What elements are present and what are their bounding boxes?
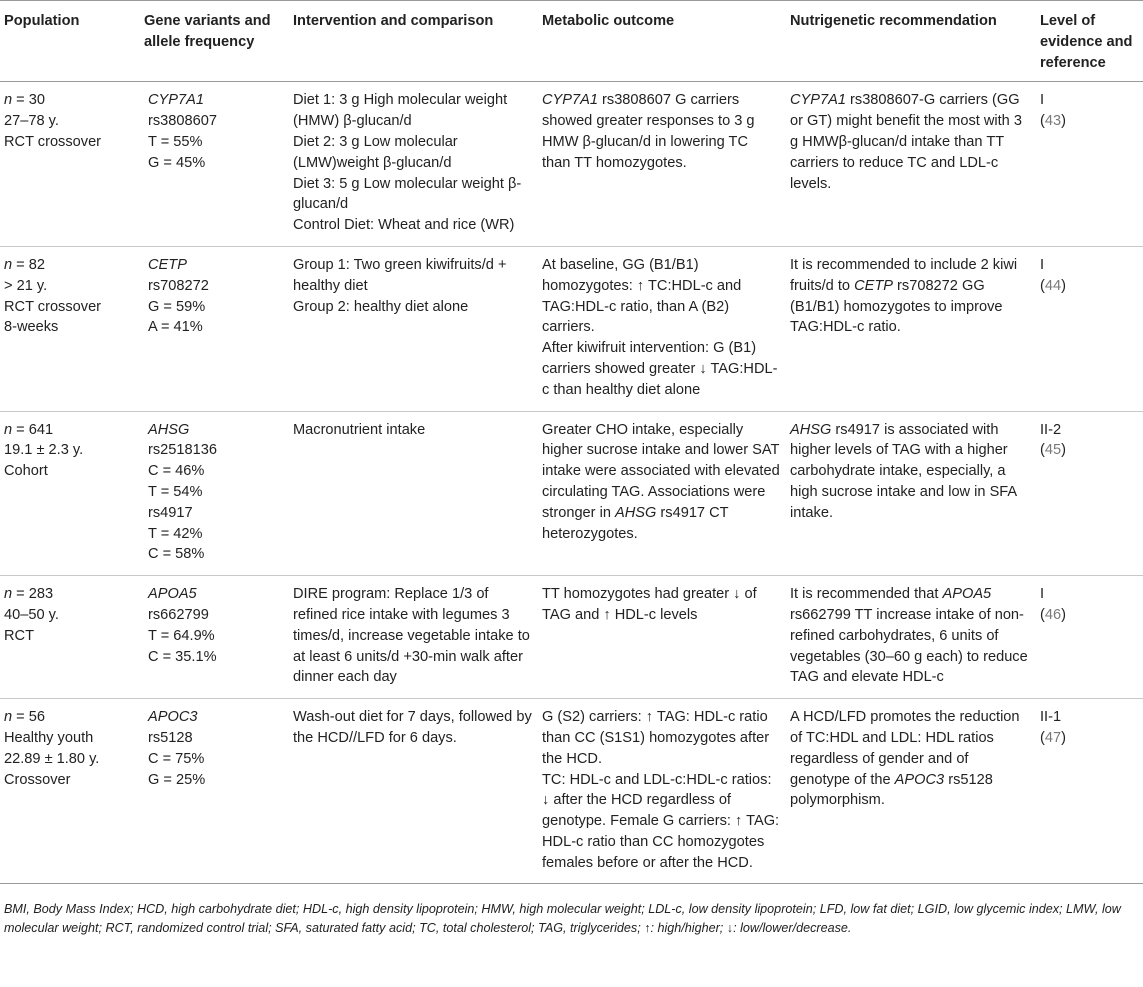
variant-line: rs662799	[148, 606, 209, 623]
variant-line: rs5128	[148, 729, 193, 746]
population-line: 27–78 y.	[4, 113, 59, 130]
reference-link[interactable]: (44)	[1040, 277, 1066, 294]
population-line: 22.89 ± 1.80 y.	[4, 750, 100, 767]
variant-line: C = 75%	[148, 750, 205, 767]
evidence-level: I	[1040, 92, 1045, 109]
evidence-level: I	[1040, 256, 1045, 273]
cell-metabolic-outcome: At baseline, GG (B1/B1) homozygotes: ↑ TC:HDL-c and TAG:HDL-c ratio, than A (B2) carriers. After kiwifruit intervention: G (B1) carriers showed greater ↓ TAG:HDL-c than healthy diet alone	[538, 246, 786, 411]
cell-recommendation: AHSG rs4917 is associated with higher levels of TAG with a higher carbohydrate intake, especially, a high sucrose intake and low in SFA intake.	[786, 411, 1036, 576]
variant-line: A = 41%	[148, 319, 203, 336]
reference-number[interactable]: 43	[1044, 113, 1062, 130]
header-recommendation: Nutrigenetic recommendation	[786, 1, 1036, 82]
variant-line: C = 58%	[148, 546, 205, 563]
variant-line: G = 25%	[148, 771, 206, 788]
population-line: RCT crossover	[4, 298, 102, 315]
header-population: Population	[0, 1, 140, 82]
reference-number[interactable]: 45	[1044, 442, 1062, 459]
variant-line: T = 64.9%	[148, 627, 215, 644]
cell-metabolic-outcome: G (S2) carriers: ↑ TAG: HDL-c ratio than CC (S1S1) homozygotes after the HCD. TC: HDL-c and LDL-c:HDL-c ratios: ↓ after the HCD regardless of genotype. Female G carriers: ↑ TAG: HDL-c ratio than CC homozygotes females before or after the HCD.	[538, 699, 786, 884]
cell-population	[0, 576, 140, 699]
cell-intervention: Macronutrient intake	[289, 411, 538, 576]
reference-number[interactable]: 44	[1044, 277, 1062, 294]
population-line: n = 283	[4, 586, 54, 603]
evidence-level: II-2	[1040, 421, 1062, 438]
variant-line: T = 42%	[148, 525, 203, 542]
cell-recommendation: A HCD/LFD promotes the reduction of TC:HDL and LDL: HDL ratios regardless of gender and of genotype of the APOC3 rs5128 polymorphism.	[786, 699, 1036, 884]
cell-metabolic-outcome: Greater CHO intake, especially higher sucrose intake and lower SAT intake were associated with elevated circulating TAG. Associations were stronger in AHSG rs4917 CT heterozygotes.	[538, 411, 786, 576]
cell-recommendation: It is recommended to include 2 kiwi fruits/d to CETP rs708272 GG (B1/B1) homozygotes to improve TAG:HDL-c ratio.	[786, 246, 1036, 411]
reference-number[interactable]: 47	[1044, 729, 1062, 746]
gene-name: APOC3	[148, 709, 198, 726]
population-line: 8-weeks	[4, 319, 59, 336]
variant-line: T = 55%	[148, 133, 203, 150]
evidence-level: I	[1040, 586, 1045, 603]
header-level-of-evidence: Level of evidence and reference	[1036, 1, 1143, 82]
table-row	[0, 246, 1143, 411]
gene-name: CETP	[148, 256, 187, 273]
cell-gene-variants	[140, 411, 289, 576]
variant-line: rs708272	[148, 277, 209, 294]
variant-line: T = 54%	[148, 483, 203, 500]
table-row	[0, 82, 1143, 247]
variant-line: rs2518136	[148, 442, 217, 459]
table-footnote: BMI, Body Mass Index; HCD, high carbohydrate diet; HDL-c, high density lipoprotein; HMW, high molecular weight; LDL-c, low density lipoprotein; LFD, low fat diet; LGID, low glycemic index; LMW, low molecular weight; RCT, randomized control trial; SFA, saturated fatty acid; TC, total cholesterol; TAG, triglycerides; ↑: high/higher; ↓: low/lower/decrease.	[0, 883, 1143, 938]
population-line: n = 30	[4, 92, 45, 109]
population-line: RCT crossover	[4, 133, 102, 150]
reference-link[interactable]: (47)	[1040, 729, 1066, 746]
cell-gene-variants	[140, 82, 289, 247]
cell-level-evidence	[1036, 576, 1143, 699]
variant-line: rs3808607	[148, 113, 217, 130]
variant-line: C = 46%	[148, 463, 205, 480]
cell-metabolic-outcome: CYP7A1 rs3808607 G carriers showed greater responses to 3 g HMW β-glucan/d in lowering TC than TT homozygotes.	[538, 82, 786, 247]
reference-link[interactable]: (45)	[1040, 442, 1066, 459]
cell-population	[0, 82, 140, 247]
cell-level-evidence	[1036, 82, 1143, 247]
evidence-level: II-1	[1040, 709, 1062, 726]
population-line: Cohort	[4, 463, 48, 480]
cell-intervention: Diet 1: 3 g High molecular weight (HMW) β-glucan/d Diet 2: 3 g Low molecular (LMW)weight β-glucan/d Diet 3: 5 g Low molecular weight β-glucan/d Control Diet: Wheat and rice (WR)	[289, 82, 538, 247]
cell-intervention: Wash-out diet for 7 days, followed by the HCD//LFD for 6 days.	[289, 699, 538, 884]
population-line: Healthy youth	[4, 729, 94, 746]
variant-line: rs4917	[148, 504, 193, 521]
cell-intervention: Group 1: Two green kiwifruits/d + healthy diet Group 2: healthy diet alone	[289, 246, 538, 411]
variant-line: G = 45%	[148, 154, 206, 171]
cell-recommendation: CYP7A1 rs3808607-G carriers (GG or GT) might benefit the most with 3 g HMWβ-glucan/d intake than TT carriers to reduce TC and LDL-c levels.	[786, 82, 1036, 247]
variant-line: C = 35.1%	[148, 648, 217, 665]
cell-gene-variants	[140, 699, 289, 884]
gene-name: CYP7A1	[148, 92, 204, 109]
cell-population	[0, 411, 140, 576]
cell-intervention: DIRE program: Replace 1/3 of refined rice intake with legumes 3 times/d, increase vegetable intake to at least 6 units/d +30-min walk after dinner each day	[289, 576, 538, 699]
population-line: > 21 y.	[4, 277, 48, 294]
cell-gene-variants	[140, 576, 289, 699]
cell-population	[0, 699, 140, 884]
cell-level-evidence	[1036, 411, 1143, 576]
cell-metabolic-outcome: TT homozygotes had greater ↓ of TAG and ↑ HDL-c levels	[538, 576, 786, 699]
reference-link[interactable]: (43)	[1040, 113, 1066, 130]
gene-name: AHSG	[148, 421, 190, 438]
gene-name: APOA5	[148, 586, 197, 603]
header-row	[0, 1, 1143, 82]
header-metabolic-outcome: Metabolic outcome	[538, 1, 786, 82]
reference-link[interactable]: (46)	[1040, 606, 1066, 623]
variant-line: G = 59%	[148, 298, 206, 315]
cell-level-evidence	[1036, 246, 1143, 411]
population-line: 19.1 ± 2.3 y.	[4, 442, 84, 459]
cell-recommendation: It is recommended that APOA5 rs662799 TT increase intake of non-refined carbohydrates, 6 units of vegetables (30–60 g each) to reduce TAG and elevate HDL-c	[786, 576, 1036, 699]
header-intervention: Intervention and comparison	[289, 1, 538, 82]
cell-level-evidence	[1036, 699, 1143, 884]
cell-gene-variants	[140, 246, 289, 411]
header-gene-variants: Gene variants and allele frequency	[140, 1, 289, 82]
table-row	[0, 576, 1143, 699]
table-row	[0, 411, 1143, 576]
population-line: n = 82	[4, 256, 45, 273]
population-line: Crossover	[4, 771, 71, 788]
population-line: n = 56	[4, 709, 45, 726]
reference-number[interactable]: 46	[1044, 606, 1062, 623]
population-line: n = 641	[4, 421, 54, 438]
cell-population	[0, 246, 140, 411]
population-line: 40–50 y.	[4, 606, 59, 623]
population-line: RCT	[4, 627, 34, 644]
table-row	[0, 699, 1143, 884]
